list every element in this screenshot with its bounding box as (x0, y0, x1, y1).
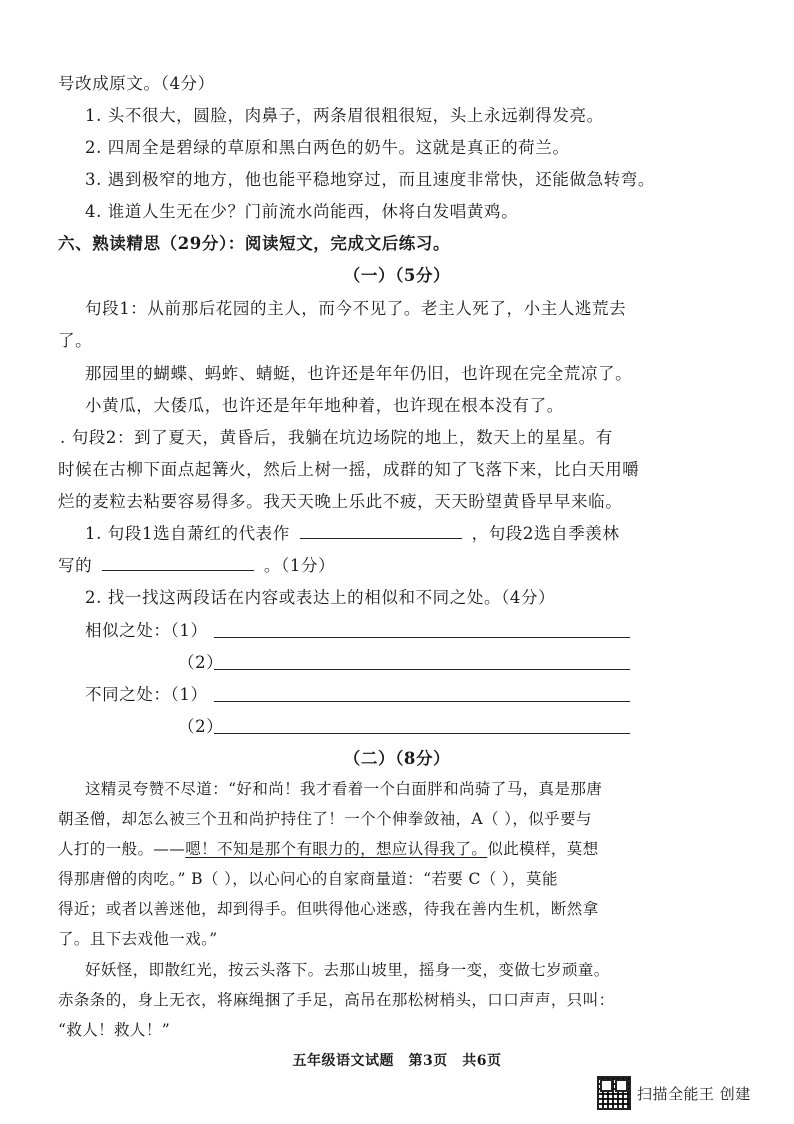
question-1-text-a: 1. 句段1选自萧红的代表作 (85, 524, 290, 543)
continuation-line: 号改成原文。（4分） (58, 74, 215, 93)
section-6-title: 六、熟读精思（29分）：阅读短文，完成文后练习。 (58, 234, 451, 253)
passage-2-line-3: 烂的麦粒去粘要容易得多。我天天晚上乐此不疲，天天盼望黄昏早早来临。 (58, 492, 623, 511)
story-line-5: 得近；或者以善迷他，却到得手。但哄得他心迷惑，待我在善内生机，断然拿 (58, 900, 599, 918)
scanner-watermark (597, 1076, 751, 1110)
qr-code-icon (597, 1076, 631, 1110)
page-footer: 五年级语文试题 第3页 共6页 (292, 1053, 502, 1069)
question-1-text-b: ，句段2选自季羡林 (471, 524, 620, 543)
answer-blank-work[interactable] (102, 569, 254, 571)
part-1-heading: （一）（5分） (343, 266, 451, 285)
answer-line-similar-1[interactable] (214, 637, 630, 638)
story-line-2: 朝圣僧，却怎么被三个丑和尚护持住了！一个个伸拳敛袖，A（ ），似乎要与 (58, 810, 592, 828)
passage-2-line-1: . 句段2：到了夏天，黄昏后，我躺在坑边场院的地上，数天上的星星。有 (60, 428, 613, 447)
difference-num-2: （2） (178, 717, 224, 736)
question-1-text-c: 写的 (58, 556, 93, 575)
passage-2-line-2: 时候在古柳下面点起篝火，然后上树一摇，成群的知了飞落下来，比白天用嚼 (58, 460, 640, 479)
question-1-line-1 (85, 520, 620, 544)
answer-line-similar-2[interactable] (214, 669, 630, 670)
similar-label: 相似之处：（1） (85, 621, 208, 640)
passage-1-line-4: 小黄瓜，大倭瓜，也许还是年年地种着，也许现在根本没有了。 (85, 396, 564, 415)
answer-blank-novel[interactable] (300, 537, 462, 539)
part-2-heading: （二）（8分） (343, 749, 451, 768)
watermark-text: 扫描全能王 创建 (637, 1084, 751, 1103)
rewrite-item-1: 1. 头不很大，圆脸，肉鼻子，两条眉很粗很短，头上永远剃得发亮。 (85, 106, 604, 125)
difference-label: 不同之处：（1） (85, 685, 208, 704)
question-1-line-2 (58, 552, 335, 576)
story-line-8: 赤条条的，身上无衣，将麻绳捆了手足，高吊在那松树梢头，口口声声，只叫： (58, 991, 615, 1009)
story-line-9: “救人！救人！” (58, 1021, 171, 1039)
rewrite-item-4: 4. 谁道人生无在少？门前流水尚能西，休将白发唱黄鸡。 (85, 202, 519, 221)
story-line-3 (58, 837, 599, 859)
passage-1-line-1: 句段1：从前那后花园的主人，而今不见了。老主人死了，小主人逃荒去 (85, 299, 627, 318)
story-line-7: 好妖怪，即散红光，按云头落下。去那山坡里，摇身一变，变做七岁顽童。 (85, 961, 610, 979)
answer-line-diff-2[interactable] (214, 733, 630, 734)
story-line-1: 这精灵夸赞不尽道：“好和尚！我才看着一个白面胖和尚骑了马，真是那唐 (85, 780, 603, 798)
underlined-sentence: 嗯！不知是那个有眼力的，想应认得我了。 (185, 840, 488, 858)
similar-num-2: （2） (178, 653, 224, 672)
rewrite-item-3: 3. 遇到极窄的地方，他也能平稳地穿过，而且速度非常快，还能做急转弯。 (85, 170, 655, 189)
story-line-3-b: 似此模样，莫想 (487, 840, 599, 858)
story-line-3-a: 人打的一般。—— (58, 840, 186, 858)
story-line-6: 了。且下去戏他一戏。” (58, 930, 218, 948)
question-1-text-d: 。（1分） (263, 556, 336, 575)
question-2: 2. 找一找这两段话在内容或表达上的相似和不同之处。（4分） (85, 588, 556, 607)
passage-1-line-2: 了。 (58, 331, 93, 350)
answer-line-diff-1[interactable] (214, 701, 630, 702)
passage-1-line-3: 那园里的蝴蝶、蚂蚱、蜻蜓，也许还是年年仍旧，也许现在完全荒凉了。 (85, 364, 633, 383)
rewrite-item-2: 2. 四周全是碧绿的草原和黑白两色的奶牛。这就是真正的荷兰。 (85, 138, 570, 157)
story-line-4: 得那唐僧的肉吃。” B（ ），以心问心的自家商量道：“若要 C（ ），莫能 (58, 870, 558, 888)
